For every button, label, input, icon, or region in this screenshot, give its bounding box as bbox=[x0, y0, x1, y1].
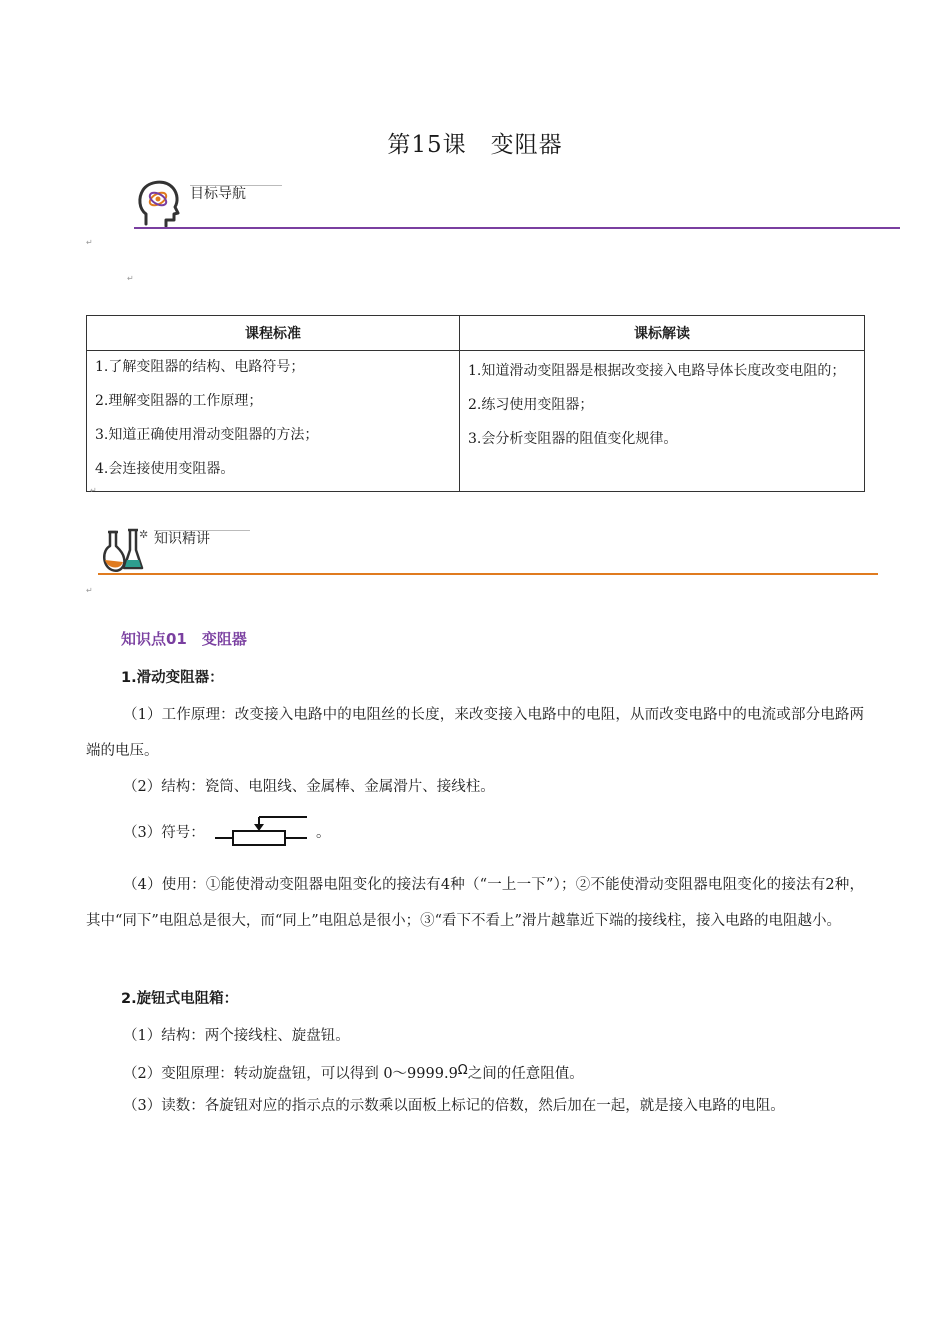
standard-cell bbox=[87, 351, 460, 492]
paragraph-usage: （4）使用：①能使滑动变阻器电阻变化的接法有4种（“一上一下”）；②不能使滑动变阻器电阻变化的接法有2种，其中“同下”电阻总是很大，而“同上”电阻总是很小；③“看下不看上”滑片越靠近下端的接线柱，接入电路的电阻越小。 bbox=[86, 877, 864, 929]
paragraph-mark: ↵ bbox=[90, 486, 97, 495]
subheading-resistance-box: 2.旋钮式电阻箱： bbox=[121, 991, 239, 1007]
paragraph-symbol bbox=[86, 815, 864, 851]
section-knowledge-thin-rule bbox=[154, 530, 250, 531]
section-goal-rule bbox=[134, 227, 900, 229]
box-principle-end: 之间的任意阻值。 bbox=[467, 1066, 584, 1082]
standard-item: 2.理解变阻器的工作原理； bbox=[95, 393, 263, 409]
page-title bbox=[0, 126, 950, 159]
table-header-row bbox=[87, 316, 865, 351]
section-knowledge-label: 知识精讲 bbox=[154, 531, 210, 547]
interpretation-item: 3.会分析变阻器的阻值变化规律。 bbox=[468, 431, 678, 447]
paragraph-box-principle bbox=[86, 1053, 864, 1092]
paragraph-structure: （2）结构：瓷筒、电阻线、金属棒、金属滑片、接线柱。 bbox=[123, 779, 495, 795]
table-header-standard: 课程标准 bbox=[87, 316, 460, 351]
standard-item: 1.了解变阻器的结构、电路符号； bbox=[95, 359, 305, 375]
symbol-label: （3）符号： bbox=[123, 825, 205, 841]
brain-head-icon bbox=[136, 178, 182, 230]
paragraph-box-structure: （1）结构：两个接线柱、旋盘钮。 bbox=[123, 1028, 350, 1044]
box-principle-text: （2）变阻原理：转动旋盘钮，可以得到 0～9999.9 bbox=[123, 1066, 458, 1082]
knowledge-point-title: 知识点01 变阻器 bbox=[121, 630, 247, 648]
rheostat-symbol-icon bbox=[213, 815, 311, 849]
paragraph-principle: （1）工作原理：改变接入电路中的电阻丝的长度，来改变接入电路中的电阻，从而改变电路中的电流或部分电路两端的电压。 bbox=[86, 707, 864, 759]
interpretation-item: 1.知道滑动变阻器是根据改变接入电路导体长度改变电阻的； bbox=[468, 363, 846, 379]
section-goal-thin-rule bbox=[190, 185, 282, 186]
section-goal-header bbox=[132, 176, 900, 232]
sparkle-icon: ✲ bbox=[139, 528, 149, 541]
table-row bbox=[87, 351, 865, 492]
paragraph-box-reading: （3）读数：各旋钮对应的指示点的示数乘以面板上标记的倍数，然后加在一起，就是接入电路的电阻。 bbox=[123, 1098, 785, 1114]
standard-item: 3.知道正确使用滑动变阻器的方法； bbox=[95, 427, 319, 443]
paragraph-mark: ↵ bbox=[86, 586, 93, 595]
ohm-unit: Ω bbox=[457, 1063, 468, 1078]
symbol-end: 。 bbox=[315, 825, 331, 841]
section-goal-label: 目标导航 bbox=[190, 186, 246, 202]
table-header-interpretation: 课标解读 bbox=[460, 316, 865, 351]
subheading-slide-rheostat: 1.滑动变阻器： bbox=[121, 670, 224, 686]
paragraph-mark: ↵ bbox=[86, 238, 93, 247]
interpretation-item: 2.练习使用变阻器； bbox=[468, 397, 594, 413]
paragraph-mark: ↵ bbox=[127, 274, 134, 283]
lesson-number: 第15课 bbox=[387, 132, 467, 158]
standard-item: 4.会连接使用变阻器。 bbox=[95, 461, 235, 477]
standards-table bbox=[86, 315, 865, 492]
section-knowledge-rule bbox=[98, 573, 878, 575]
interpretation-cell bbox=[460, 351, 865, 492]
section-knowledge-header bbox=[96, 524, 878, 578]
lesson-topic: 变阻器 bbox=[490, 132, 563, 158]
